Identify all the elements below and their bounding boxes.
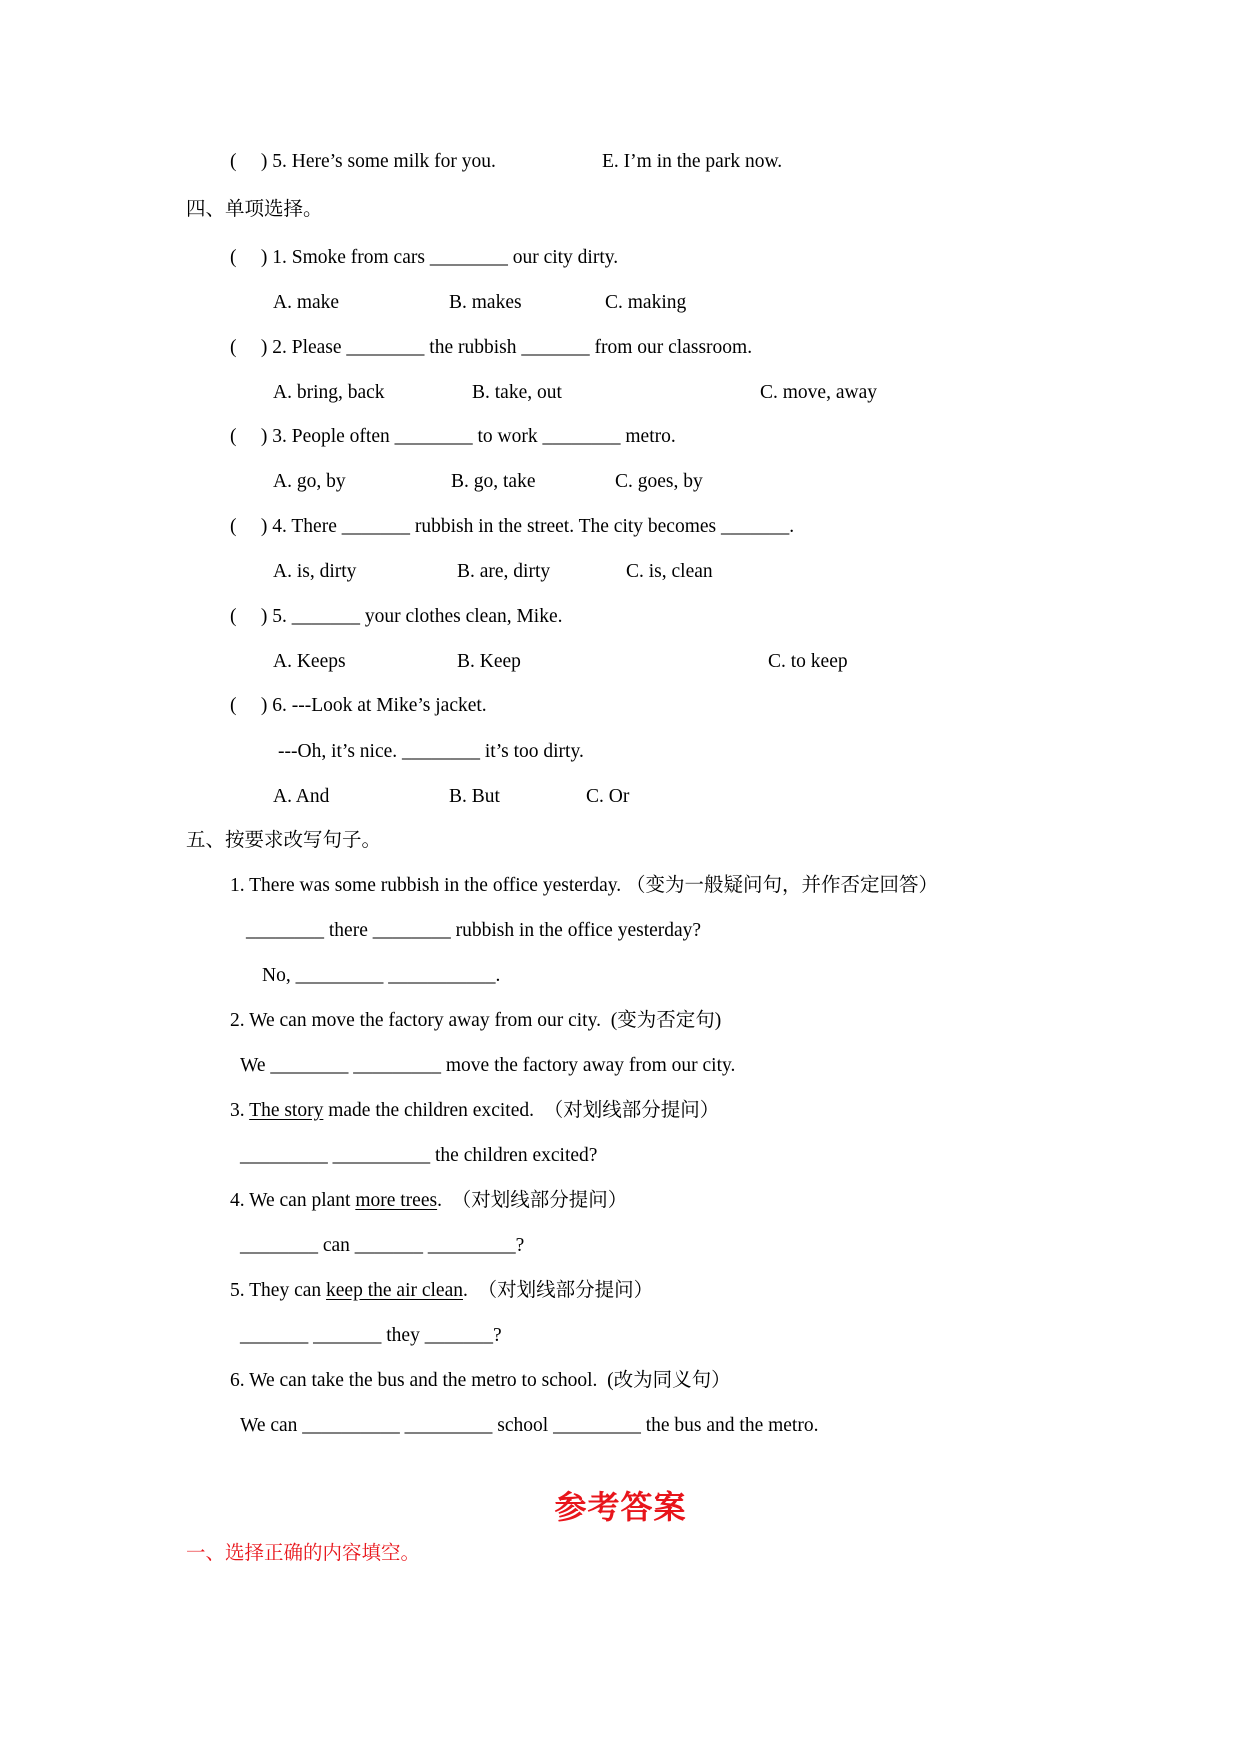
- s5-1-answer-a: ________ there ________ rubbish in the office yesterday?: [246, 920, 702, 941]
- s5-4: [230, 1189, 627, 1213]
- s5-5-answer: _______ _______ they _______?: [240, 1325, 502, 1346]
- s4-q6-opt-b: B. But: [449, 786, 500, 807]
- s4-q4: ( ) 4. There _______ rubbish in the street. The city becomes _______.: [230, 516, 795, 537]
- answers-title: 参考答案: [554, 1488, 687, 1526]
- s4-q1-opt-b: B. makes: [449, 292, 522, 313]
- s4-q2-opt-b: B. take, out: [472, 382, 562, 403]
- s4-q5: ( ) 5. _______ your clothes clean, Mike.: [230, 606, 563, 627]
- s4-q3-opt-b: B. go, take: [451, 471, 536, 492]
- s4-q6-prompt: ( ) 6. ---Look at Mike’s jacket.: [230, 695, 487, 716]
- s4-q4-opt-a: A. is, dirty: [273, 561, 357, 582]
- s4-q4-opt-b: B. are, dirty: [457, 561, 551, 582]
- s5-2-answer: We ________ _________ move the factory away from our city.: [240, 1055, 736, 1076]
- s5-6-answer: We can __________ _________ school _________ the bus and the metro.: [240, 1415, 819, 1436]
- s5-1-answer-b: No, _________ ___________.: [262, 965, 501, 986]
- s5-2: 2. We can move the factory away from our city. (变为否定句): [230, 1010, 722, 1031]
- s5-4-answer: ________ can _______ _________?: [240, 1235, 525, 1256]
- section4-heading: 四、单项选择。: [186, 199, 323, 220]
- s4-q4-opt-c: C. is, clean: [626, 561, 713, 582]
- s4-q5-opt-b: B. Keep: [457, 651, 521, 672]
- s4-q6-reply: ---Oh, it’s nice. ________ it’s too dirty.: [278, 741, 584, 762]
- answers-section1-heading: 一、选择正确的内容填空。: [186, 1543, 421, 1564]
- s5-3: [230, 1099, 719, 1123]
- q3-5-line: ( ) 5. Here’s some milk for you.: [230, 151, 496, 172]
- s5-3-answer: _________ __________ the children excited?: [240, 1145, 598, 1166]
- s4-q2-opt-c: C. move, away: [760, 382, 877, 403]
- q3-option-e: E. I’m in the park now.: [602, 151, 783, 172]
- s4-q6-opt-a: A. And: [273, 786, 330, 807]
- s4-q3: ( ) 3. People often ________ to work ________ metro.: [230, 426, 676, 447]
- s4-q1: ( ) 1. Smoke from cars ________ our city dirty.: [230, 247, 619, 268]
- section5-heading: 五、按要求改写句子。: [186, 830, 382, 851]
- s4-q2-opt-a: A. bring, back: [273, 382, 385, 403]
- s5-5-suffix: . （对划线部分提问）: [463, 1280, 654, 1301]
- s4-q5-opt-a: A. Keeps: [273, 651, 346, 672]
- s4-q1-opt-c: C. making: [605, 292, 687, 313]
- s4-q2: ( ) 2. Please ________ the rubbish _______ from our classroom.: [230, 337, 753, 358]
- s5-1: 1. There was some rubbish in the office yesterday. （变为一般疑问句，并作否定回答）: [230, 875, 939, 896]
- s5-3-prefix: 3.: [230, 1100, 250, 1121]
- s4-q3-opt-a: A. go, by: [273, 471, 346, 492]
- s5-4-underlined: more trees: [355, 1190, 438, 1211]
- s5-4-prefix: 4. We can plant: [230, 1190, 356, 1211]
- s4-q1-opt-a: A. make: [273, 292, 340, 313]
- s4-q5-opt-c: C. to keep: [768, 651, 848, 672]
- s4-q3-opt-c: C. goes, by: [615, 471, 703, 492]
- s5-3-suffix: made the children excited. （对划线部分提问）: [323, 1100, 720, 1121]
- s5-5: [230, 1279, 653, 1303]
- s5-6: 6. We can take the bus and the metro to school. (改为同义句）: [230, 1370, 731, 1391]
- s5-5-underlined: keep the air clean: [326, 1280, 463, 1301]
- s4-q6-opt-c: C. Or: [586, 786, 630, 807]
- s5-4-suffix: . （对划线部分提问）: [437, 1190, 628, 1211]
- s5-5-prefix: 5. They can: [230, 1280, 327, 1301]
- s5-3-underlined: The story: [249, 1100, 324, 1121]
